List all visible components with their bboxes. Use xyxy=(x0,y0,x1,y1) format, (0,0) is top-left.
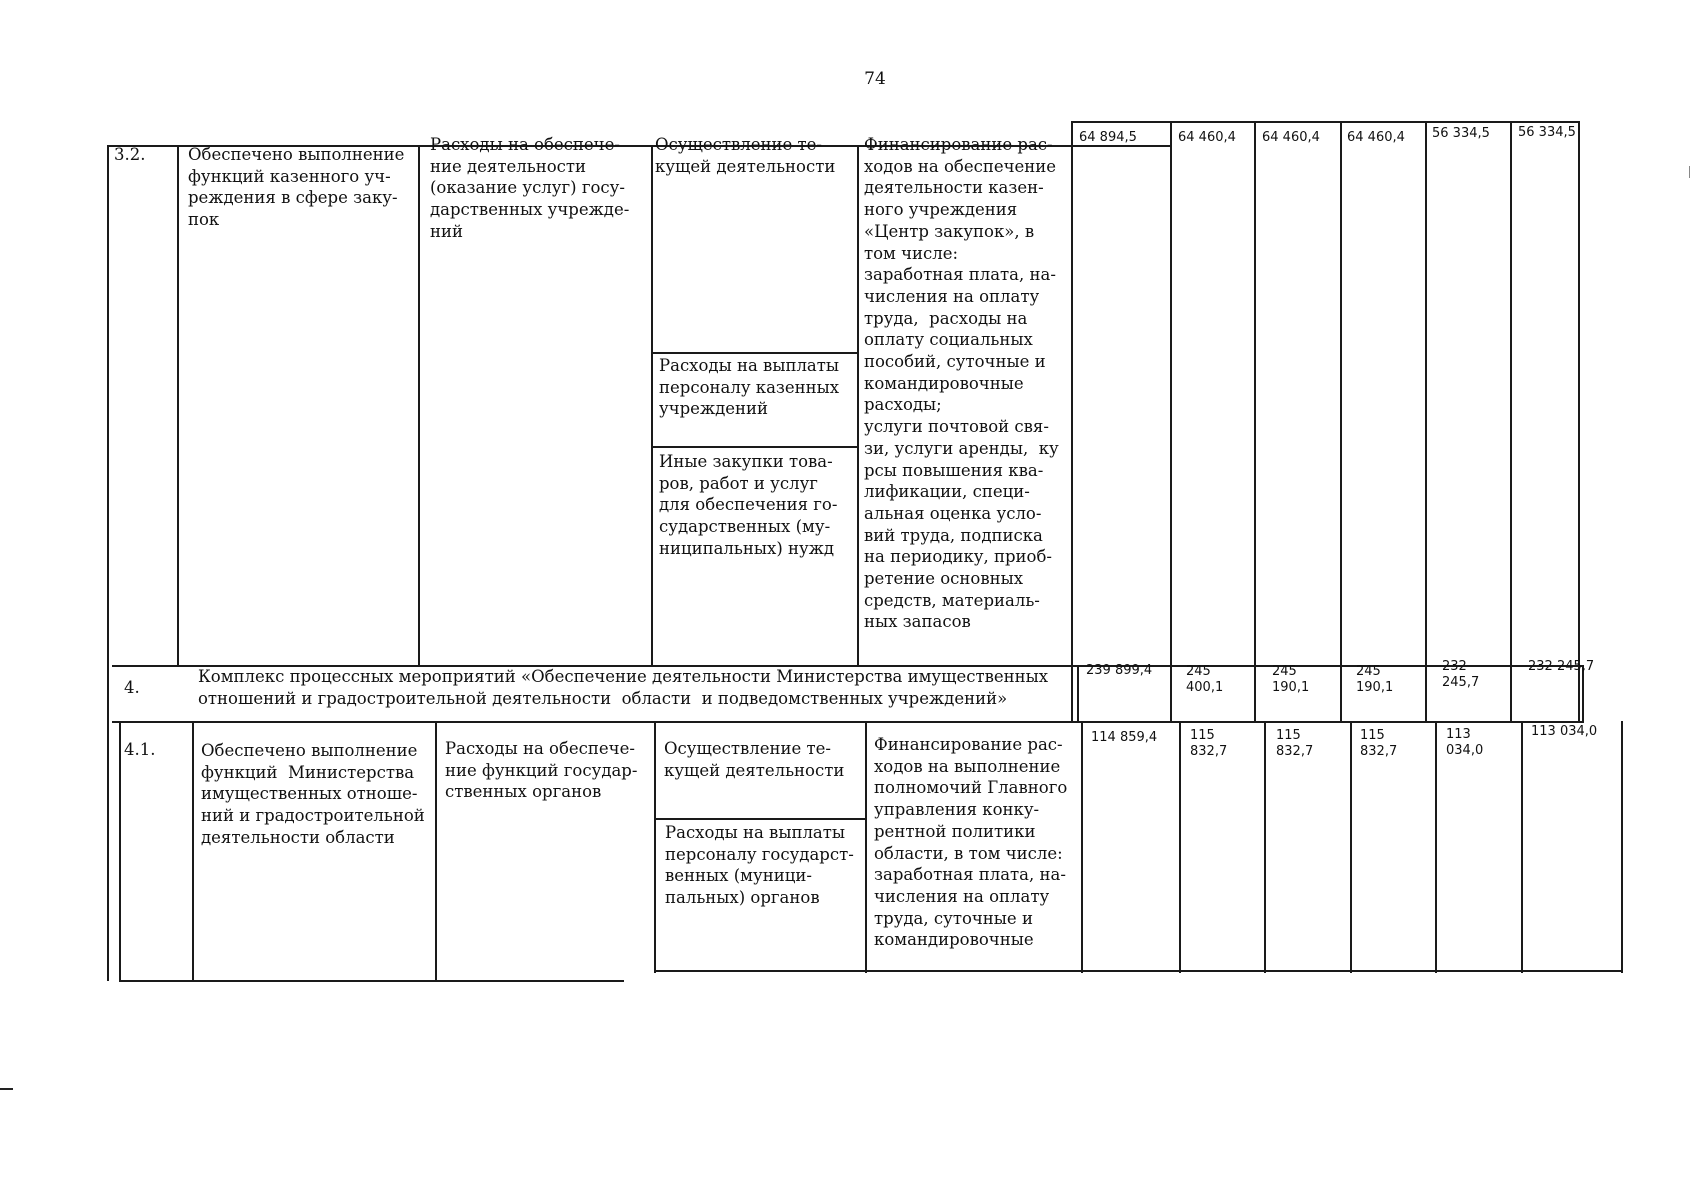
table-rule xyxy=(1077,665,1079,721)
table-rule xyxy=(177,145,179,666)
table-rule xyxy=(654,970,1622,972)
table-rule xyxy=(1350,721,1352,973)
table-rule xyxy=(654,721,656,973)
activity-kind-cell: Расходы на выплаты персоналу казенных учреждений xyxy=(659,356,840,419)
value-cell: 232 245,7 xyxy=(1442,659,1480,690)
row-number: 4.1. xyxy=(124,740,156,759)
scan-mark xyxy=(1689,166,1690,178)
table-rule xyxy=(1254,121,1256,721)
table-rule xyxy=(1179,721,1181,973)
value-cell: 232 245,7 xyxy=(1528,659,1595,674)
description-cell: Финансирование рас- ходов на выполнение полномочий Главного управления конку- рентной политики области, в том числе: заработная плата, на- числения на оплату труда, суточные и командировочные xyxy=(874,735,1068,950)
task-cell: Обеспечено выполнение функций казенного уч- реждения в сфере заку- пок xyxy=(188,145,405,230)
value-cell: 64 460,4 xyxy=(1262,130,1320,145)
table-rule xyxy=(652,352,858,354)
value-cell: 115 832,7 xyxy=(1190,728,1228,759)
value-cell: 56 334,5 xyxy=(1432,126,1490,141)
value-cell: 64 460,4 xyxy=(1347,130,1405,145)
table-rule xyxy=(1081,721,1083,973)
task-cell: Обеспечено выполнение функций Министерства имущественных отноше- ний и градостроительной деятельности области xyxy=(201,741,425,847)
table-rule xyxy=(1425,121,1427,721)
activity-kind-cell: Иные закупки това- ров, работ и услуг для обеспечения го- сударственных (му- ниципальных) нужд xyxy=(659,452,838,558)
table-rule xyxy=(865,721,867,973)
table-rule xyxy=(1510,121,1512,721)
value-cell: 114 859,4 xyxy=(1091,730,1158,745)
table-rule xyxy=(192,721,194,980)
value-cell: 245 190,1 xyxy=(1356,664,1394,695)
row-number: 3.2. xyxy=(114,145,146,164)
activity-kind-cell: Осуществление те- кущей деятельности xyxy=(655,135,836,176)
table-rule xyxy=(112,721,1584,723)
table-rule xyxy=(1621,721,1623,973)
table-rule xyxy=(1340,121,1342,721)
value-cell: 239 899,4 xyxy=(1086,663,1153,678)
description-cell: Финансирование рас- ходов на обеспечение деятельности казен- ного учреждения «Центр закупок», в том числе: заработная плата, на- числения на оплату труда, расходы на оплату социальных пособий, суточные и командировочные расходы; услуги почтовой свя- зи, услуги аренды, ку рсы повышения ква- лификации, специ- альная оценка усло- вий труда, подписка на периодику, приоб- ретение основных средств, материаль- ных запасов xyxy=(864,135,1059,632)
table-rule xyxy=(654,818,866,820)
table-rule xyxy=(1521,721,1523,973)
activity-kind-cell: Расходы на выплаты персоналу государст- венных (муници- пальных) органов xyxy=(665,823,854,908)
table-rule xyxy=(1578,121,1580,721)
value-cell: 245 400,1 xyxy=(1186,664,1224,695)
table-rule xyxy=(651,145,653,666)
row-number: 4. xyxy=(124,678,140,697)
value-cell: 56 334,5 xyxy=(1518,125,1576,140)
table-rule xyxy=(1071,121,1578,123)
value-cell: 245 190,1 xyxy=(1272,664,1310,695)
scan-mark xyxy=(0,1088,13,1090)
table-rule xyxy=(652,446,858,448)
table-rule xyxy=(1071,121,1073,721)
table-rule xyxy=(1435,721,1437,973)
value-cell: 115 832,7 xyxy=(1276,728,1314,759)
value-cell: 64 894,5 xyxy=(1079,130,1137,145)
expense-type-cell: Расходы на обеспече- ние функций государ- ственных органов xyxy=(445,739,638,802)
table-rule xyxy=(857,145,859,666)
page-number: 74 xyxy=(864,69,886,89)
table-rule xyxy=(107,145,109,981)
value-cell: 64 460,4 xyxy=(1178,130,1236,145)
table-rule xyxy=(1170,121,1172,721)
table-rule xyxy=(435,721,437,980)
table-rule xyxy=(119,721,121,980)
table-rule xyxy=(119,980,624,982)
expense-type-cell: Расходы на обеспече- ние деятельности (оказание услуг) госу- дарственных учрежде- ний xyxy=(430,135,630,241)
table-rule xyxy=(418,145,420,666)
value-cell: 113 034,0 xyxy=(1446,727,1484,758)
value-cell: 115 832,7 xyxy=(1360,728,1398,759)
activity-kind-cell: Осуществление те- кущей деятельности xyxy=(664,739,845,780)
section-title: Комплекс процессных мероприятий «Обеспечение деятельности Министерства имущественных отношений и градостроительной деятельности области и подведомственных учреждений» xyxy=(198,667,1049,708)
value-cell: 113 034,0 xyxy=(1531,724,1598,739)
table-rule xyxy=(1264,721,1266,973)
